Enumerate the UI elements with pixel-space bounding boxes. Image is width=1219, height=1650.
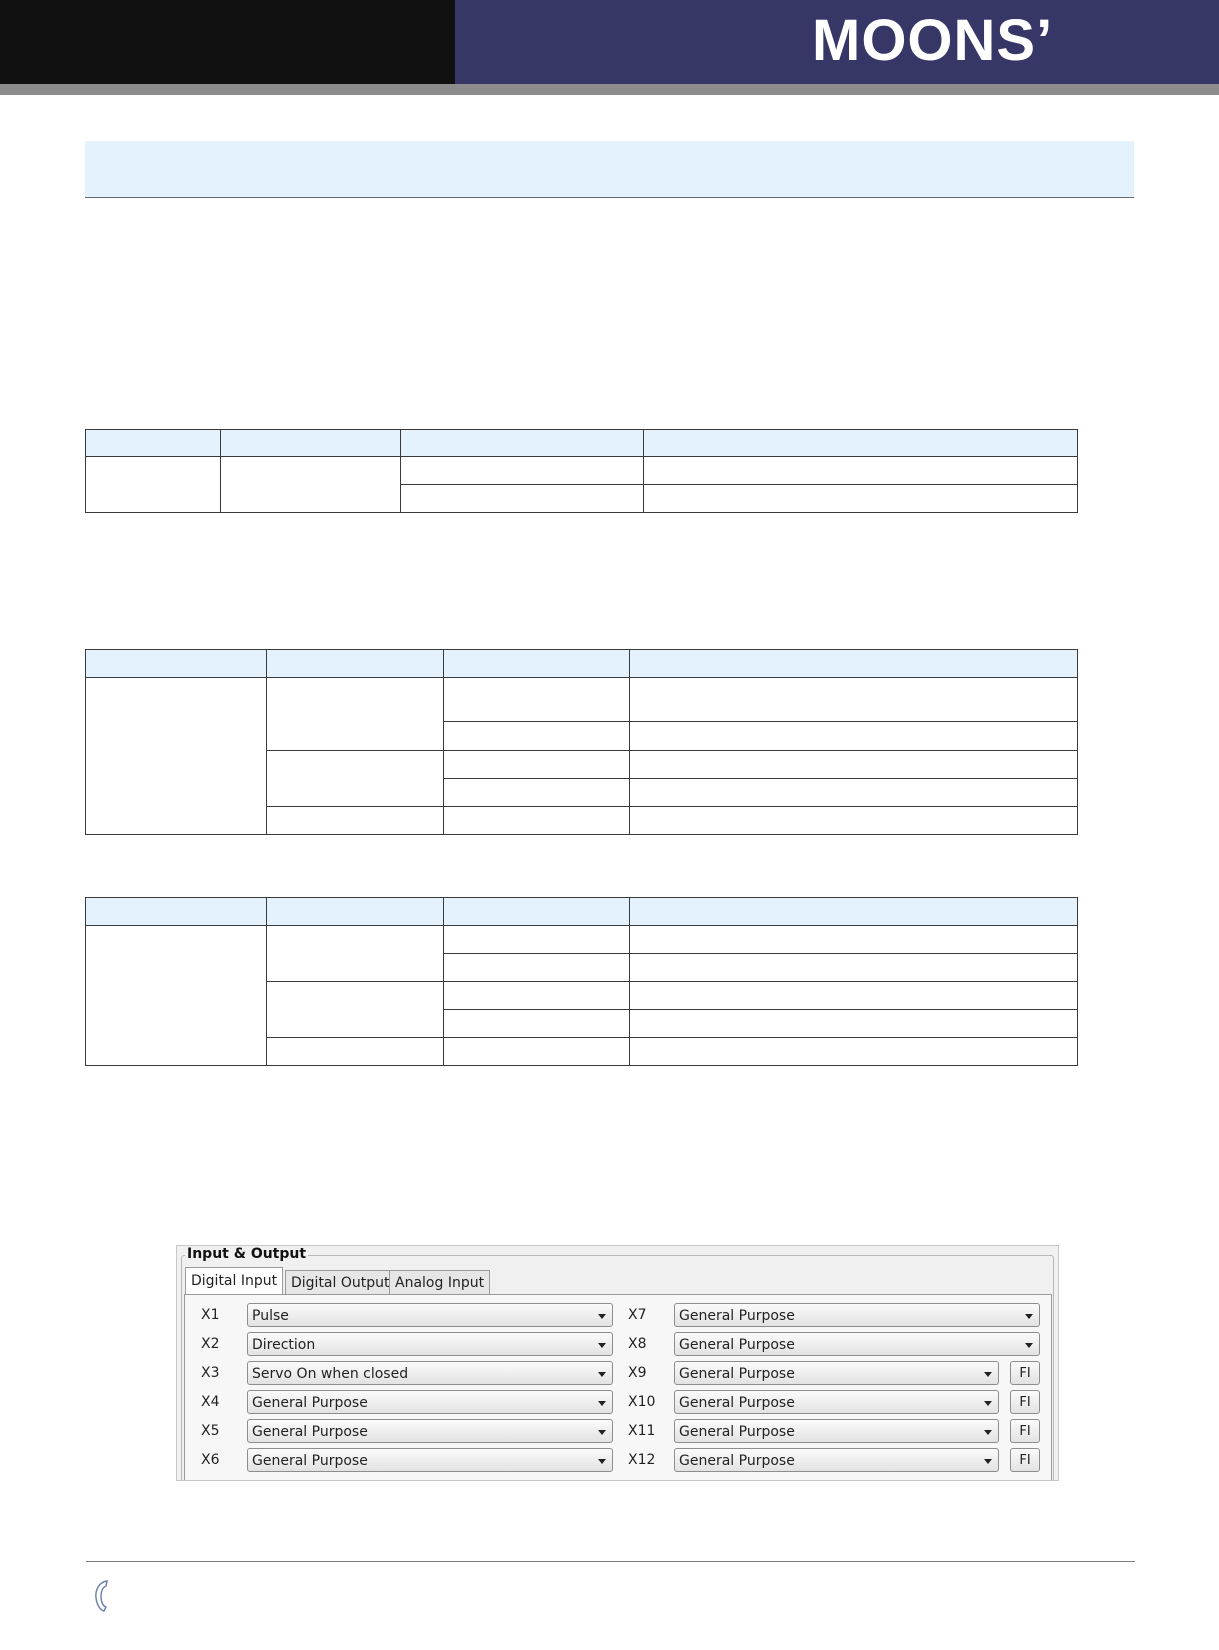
table-cell: [86, 457, 221, 513]
table-header-cell: [267, 898, 444, 926]
input-select-x9[interactable]: [674, 1361, 999, 1385]
chevron-down-icon: [984, 1401, 992, 1406]
table-cell: [221, 457, 401, 513]
table-3: [85, 897, 1078, 1066]
table-cell: [630, 722, 1078, 751]
phone-icon: [92, 1578, 114, 1614]
tab-analog-input[interactable]: Analog Input: [389, 1270, 490, 1295]
table-header-cell: [401, 430, 644, 457]
chevron-down-icon: [984, 1430, 992, 1435]
chevron-down-icon: [598, 1372, 606, 1377]
table-2: [85, 649, 1078, 835]
table-header-cell: [644, 430, 1078, 457]
tab-digital-output[interactable]: Digital Output: [285, 1270, 396, 1295]
input-label-x11: X11: [628, 1423, 656, 1439]
select-value: General Purpose: [679, 1308, 795, 1324]
table-header-cell: [86, 430, 221, 457]
input-label-x10: X10: [628, 1394, 656, 1410]
table-cell: [444, 751, 630, 779]
table-row: [86, 457, 1078, 485]
input-label-x8: X8: [628, 1336, 647, 1352]
input-select-x11[interactable]: [674, 1419, 999, 1443]
table-header-cell: [630, 650, 1078, 678]
chevron-down-icon: [1025, 1314, 1033, 1319]
select-value: General Purpose: [679, 1424, 795, 1440]
table-cell: [644, 485, 1078, 513]
footer-rule: [86, 1561, 1135, 1562]
input-label-x5: X5: [201, 1423, 220, 1439]
table-cell: [630, 982, 1078, 1010]
fi-button-x10[interactable]: FI: [1010, 1390, 1040, 1414]
input-output-panel: [176, 1245, 1059, 1481]
input-select-x2[interactable]: [247, 1332, 613, 1356]
table-header-cell: [267, 650, 444, 678]
chevron-down-icon: [984, 1372, 992, 1377]
section-banner: [85, 141, 1134, 198]
table-1: [85, 429, 1078, 513]
table-cell: [401, 485, 644, 513]
select-value: General Purpose: [679, 1453, 795, 1469]
table-header-cell: [86, 650, 267, 678]
table-cell: [444, 954, 630, 982]
table-cell: [444, 1038, 630, 1066]
table-cell: [630, 954, 1078, 982]
input-select-x8[interactable]: [674, 1332, 1040, 1356]
input-label-x4: X4: [201, 1394, 220, 1410]
fi-button-x9[interactable]: FI: [1010, 1361, 1040, 1385]
chevron-down-icon: [598, 1401, 606, 1406]
table-cell: [444, 1010, 630, 1038]
table-cell: [444, 807, 630, 835]
fi-button-x11[interactable]: FI: [1010, 1419, 1040, 1443]
moons-logo: MOONS’: [812, 8, 1054, 73]
chevron-down-icon: [598, 1314, 606, 1319]
table-cell: [630, 751, 1078, 779]
table-cell: [86, 926, 267, 1066]
table-row: [86, 678, 1078, 722]
table-cell: [267, 1038, 444, 1066]
table-row: [86, 926, 1078, 954]
chevron-down-icon: [598, 1343, 606, 1348]
input-label-x2: X2: [201, 1336, 220, 1352]
table-header-cell: [630, 898, 1078, 926]
digital-input-tab-body: [184, 1294, 1052, 1481]
table-header-row: [86, 650, 1078, 678]
input-select-x5[interactable]: [247, 1419, 613, 1443]
table-cell: [444, 982, 630, 1010]
table-cell: [267, 678, 444, 751]
table-cell: [267, 926, 444, 982]
fi-button-x12[interactable]: FI: [1010, 1448, 1040, 1472]
chevron-down-icon: [984, 1459, 992, 1464]
input-label-x7: X7: [628, 1307, 647, 1323]
table-cell: [444, 678, 630, 722]
input-label-x6: X6: [201, 1452, 220, 1468]
table-cell: [630, 926, 1078, 954]
table-header-cell: [221, 430, 401, 457]
input-select-x10[interactable]: [674, 1390, 999, 1414]
table-cell: [630, 779, 1078, 807]
chevron-down-icon: [598, 1459, 606, 1464]
table-cell: [444, 779, 630, 807]
input-select-x1[interactable]: [247, 1303, 613, 1327]
table-header-cell: [444, 650, 630, 678]
table-cell: [267, 807, 444, 835]
chevron-down-icon: [1025, 1343, 1033, 1348]
table-cell: [267, 982, 444, 1038]
table-cell: [444, 926, 630, 954]
header-black-band: [0, 0, 455, 84]
select-value: General Purpose: [252, 1424, 368, 1440]
table-cell: [444, 722, 630, 751]
table-cell: [267, 751, 444, 807]
select-value: General Purpose: [679, 1366, 795, 1382]
header-grey-rule: [0, 84, 1219, 95]
panel-title: Input & Output: [187, 1246, 307, 1262]
select-value: General Purpose: [679, 1395, 795, 1411]
table-cell: [630, 1038, 1078, 1066]
chevron-down-icon: [598, 1430, 606, 1435]
input-select-x3[interactable]: [247, 1361, 613, 1385]
select-value: Pulse: [252, 1308, 289, 1324]
table-cell: [630, 678, 1078, 722]
input-label-x1: X1: [201, 1307, 220, 1323]
table-cell: [630, 1010, 1078, 1038]
select-value: General Purpose: [679, 1337, 795, 1353]
input-label-x3: X3: [201, 1365, 220, 1381]
table-cell: [86, 678, 267, 835]
table-header-cell: [444, 898, 630, 926]
input-select-x4[interactable]: [247, 1390, 613, 1414]
table-cell: [644, 457, 1078, 485]
select-value: Servo On when closed: [252, 1366, 409, 1382]
table-cell: [401, 457, 644, 485]
input-select-x7[interactable]: [674, 1303, 1040, 1327]
table-header-row: [86, 898, 1078, 926]
select-value: Direction: [252, 1337, 316, 1353]
table-cell: [630, 807, 1078, 835]
select-value: General Purpose: [252, 1453, 368, 1469]
tab-digital-input[interactable]: Digital Input: [185, 1267, 283, 1296]
table-header-cell: [86, 898, 267, 926]
input-label-x9: X9: [628, 1365, 647, 1381]
input-label-x12: X12: [628, 1452, 656, 1468]
table-header-row: [86, 430, 1078, 457]
select-value: General Purpose: [252, 1395, 368, 1411]
input-select-x6[interactable]: [247, 1448, 613, 1472]
input-select-x12[interactable]: [674, 1448, 999, 1472]
